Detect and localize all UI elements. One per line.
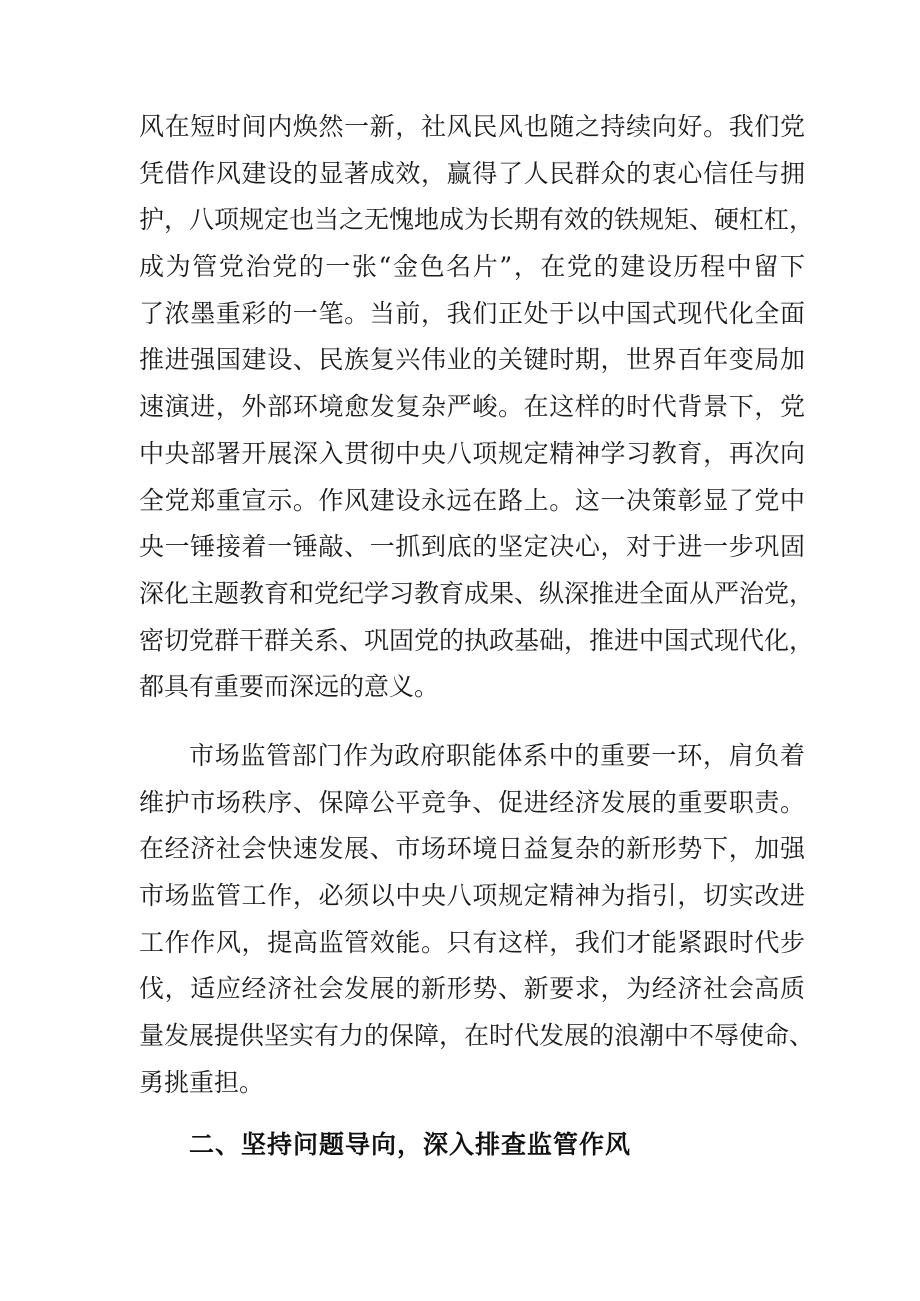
- paragraph-line: 推进强国建设、民族复兴伟业的关键时期，世界百年变局加: [139, 345, 805, 375]
- section-heading: 二、坚持问题导向，深入排查监管作风: [189, 1130, 632, 1159]
- paragraph-line: 风在短时间内焕然一新，社风民风也随之持续向好。我们党: [139, 112, 805, 141]
- paragraph-line: 工作作风，提高监管效能。只有这样，我们才能紧跟时代步: [139, 927, 805, 957]
- paragraph-line: 全党郑重宣示。作风建设永远在路上。这一决策彰显了党中: [139, 485, 805, 515]
- paragraph-1: [139, 104, 815, 711]
- paragraph-line: 伐，适应经济社会发展的新形势、新要求，为经济社会高质: [139, 974, 805, 1004]
- paragraph-line: 速演进，外部环境愈发复杂严峻。在这样的时代背景下，党: [139, 392, 805, 422]
- paragraph-line: 在经济社会快速发展、市场环境日益复杂的新形势下，加强: [139, 834, 805, 864]
- paragraph-line: 深化主题教育和党纪学习教育成果、纵深推进全面从严治党，: [139, 578, 815, 608]
- paragraph-line: 市场监管工作，必须以中央八项规定精神为指引，切实改进: [139, 881, 805, 911]
- paragraph-line: 护，八项规定也当之无愧地成为长期有效的铁规矩、硬杠杠，: [139, 205, 815, 235]
- paragraph-line: 成为管党治党的一张“金色名片”，在党的建设历程中留下: [139, 252, 805, 282]
- paragraph-line: 了浓墨重彩的一笔。当前，我们正处于以中国式现代化全面: [139, 298, 805, 328]
- paragraph-line: 量发展提供坚实有力的保障，在时代发展的浪潮中不辱使命、: [139, 1021, 815, 1051]
- paragraph-line: 密切党群干群关系、巩固党的执政基础，推进中国式现代化，: [139, 625, 815, 655]
- paragraph-line: 凭借作风建设的显著成效，赢得了人民群众的衷心信任与拥: [139, 158, 805, 188]
- paragraph-2: [139, 733, 815, 1107]
- paragraph-line: 中央部署开展深入贯彻中央八项规定精神学习教育，再次向: [139, 438, 805, 468]
- paragraph-line: 央一锤接着一锤敲、一抓到底的坚定决心，对于进一步巩固: [139, 532, 805, 562]
- paragraph-line: 勇挑重担。: [139, 1067, 265, 1097]
- paragraph-line: 市场监管部门作为政府职能体系中的重要一环，肩负着: [189, 741, 805, 770]
- paragraph-line: 都具有重要而深远的意义。: [139, 672, 440, 702]
- paragraph-line: 维护市场秩序、保障公平竞争、促进经济发展的重要职责。: [139, 787, 805, 817]
